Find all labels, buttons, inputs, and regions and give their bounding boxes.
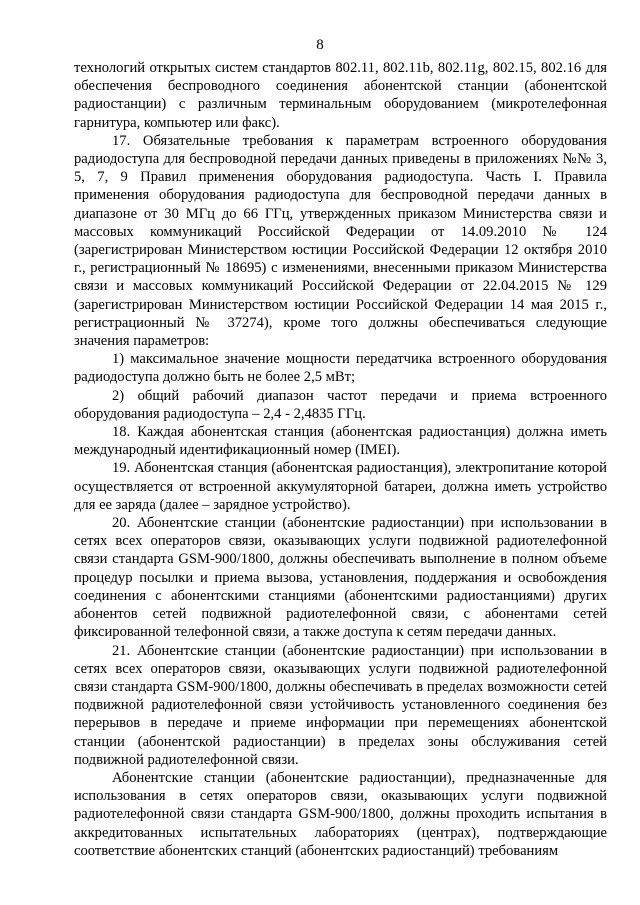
paragraph-subitem-1: 1) максимальное значение мощности передатчика встроенного оборудования радиодоступа должно быть не более 2,5 мВт; [74, 351, 607, 386]
paragraph-item-21: 21. Абонентские станции (абонентские радиостанции) при использовании в сетях всех операторов связи, оказывающих услуги подвижной радиотелефонной связи стандарта GSM-900/1800, должны обеспечивать в пределах возможности сетей подвижной радиотелефонной связи устойчивость установленного соединения без перерывов в передаче и приеме информации при перемещениях абонентской станции (абонентской радиостанции) в пределах зоны обслуживания сетей подвижной радиотелефонной связи. [74, 642, 607, 768]
paragraph-item-21-continued: Абонентские станции (абонентские радиостанции), предназначенные для использования в сетях операторов связи, оказывающих услуги подвижной радиотелефонной связи стандарта GSM-900/1800, должны проходить испытания в аккредитованных испытательных лабораториях (центрах), подтверждающие соответствие абонентских станций (абонентских радиостанций) требованиям [74, 769, 607, 859]
paragraph-item-20: 20. Абонентские станции (абонентские радиостанции) при использовании в сетях всех операторов связи, оказывающих услуги подвижной радиотелефонной связи стандарта GSM-900/1800, должны обеспечивать выполнение в полном объеме процедур посылки и приема вызова, установления, поддержания и освобождения соединения с абонентскими станциями (абонентскими радиостанциями) других абонентов сетей подвижной радиотелефонной связи, с абонентами сетей фиксированной телефонной связи, а также доступа к сетям передачи данных. [74, 515, 607, 641]
paragraph-subitem-2: 2) общий рабочий диапазон частот передачи и приема встроенного оборудования радиодоступа – 2,4 - 2,4835 ГГц. [74, 387, 607, 422]
paragraph-item-17: 17. Обязательные требования к параметрам встроенного оборудования радиодоступа для беспроводной передачи данных приведены в приложениях №№ 3, 5, 7, 9 Правил применения оборудования радиодоступа. Часть I. Правила применения оборудования радиодоступа для беспроводной передачи данных в диапазоне от 30 МГц до 66 ГГц, утвержденных приказом Министерства связи и массовых коммуникаций Российской Федерации от 14.09.2010 № 124 (зарегистрирован Министерством юстиции Российской Федерации 12 октября 2010 г., регистрационный № 18695) с изменениями, внесенными приказом Министерства связи и массовых коммуникаций Российской Федерации от 22.04.2015 № 129 (зарегистрирован Министерством юстиции Российской Федерации 14 мая 2015 г., регистрационный № 37274), кроме того должны обеспечиваться следующие значения параметров: [74, 132, 607, 350]
paragraph-item-18: 18. Каждая абонентская станция (абонентская радиостанция) должна иметь международный идентификационный номер (IMEI). [74, 424, 607, 459]
page-number: 8 [316, 37, 324, 53]
body-text [74, 59, 607, 860]
paragraph-item-19: 19. Абонентская станция (абонентская радиостанция), электропитание которой осуществляется от встроенной аккумуляторной батареи, должна иметь устройство для ее заряда (далее – зарядное устройство). [74, 460, 607, 513]
paragraph: технологий открытых систем стандартов 802.11, 802.11b, 802.11g, 802.15, 802.16 для обеспечения беспроводного соединения абонентской станции (абонентской радиостанции) с различным терминальным оборудованием (микротелефонная гарнитура, компьютер или факс). [74, 60, 607, 131]
